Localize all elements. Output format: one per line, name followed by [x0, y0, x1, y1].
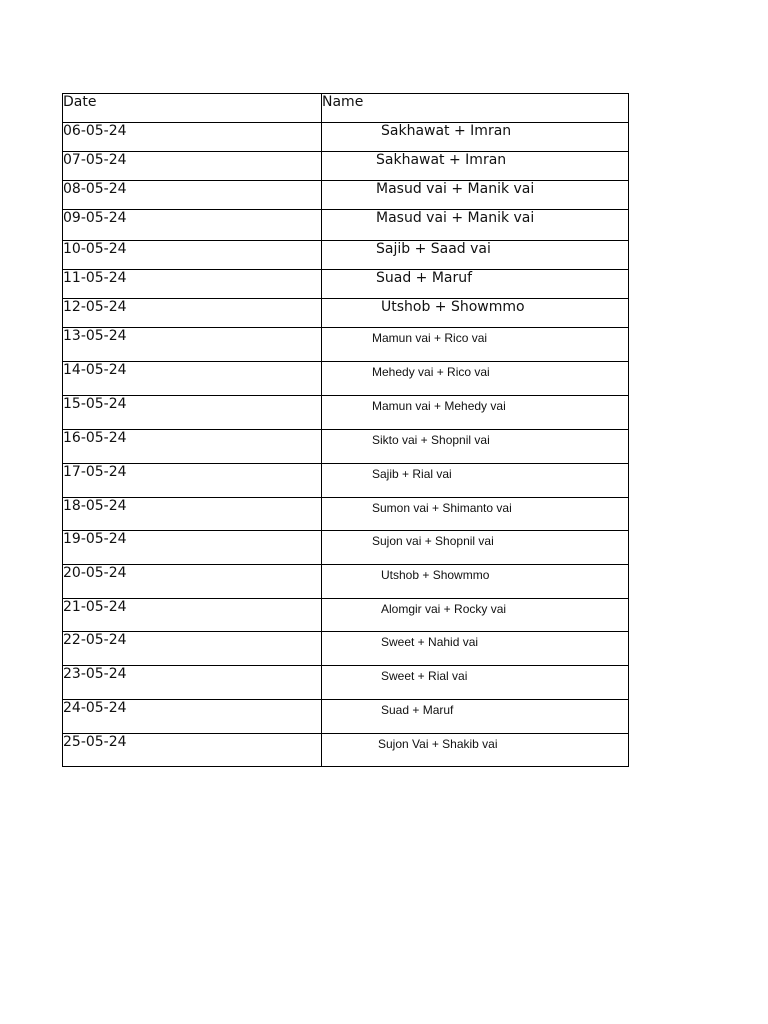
date-cell: 08-05-24 [63, 181, 322, 210]
date-cell: 12-05-24 [63, 299, 322, 328]
table-row [63, 734, 629, 767]
name-cell: Mamun vai + Mehedy vai [322, 396, 629, 430]
name-cell: Masud vai + Manik vai [322, 210, 629, 241]
date-cell: 14-05-24 [63, 362, 322, 396]
table-row [63, 270, 629, 299]
date-cell: 16-05-24 [63, 430, 322, 464]
table-row [63, 396, 629, 430]
date-cell: 24-05-24 [63, 700, 322, 734]
table-row [63, 700, 629, 734]
name-cell: Sujon Vai + Shakib vai [322, 734, 629, 767]
name-cell: Alomgir vai + Rocky vai [322, 599, 629, 632]
date-cell: 20-05-24 [63, 565, 322, 599]
name-column-header: Name [322, 94, 629, 123]
table-row [63, 362, 629, 396]
table-header-row [63, 94, 629, 123]
table-row [63, 599, 629, 632]
name-cell: Sujon vai + Shopnil vai [322, 531, 629, 565]
schedule-table [62, 93, 629, 767]
table-row [63, 181, 629, 210]
name-cell: Sajib + Saad vai [322, 241, 629, 270]
table-row [63, 531, 629, 565]
table-row [63, 328, 629, 362]
name-cell: Utshob + Showmmo [322, 565, 629, 599]
table-row [63, 498, 629, 531]
table-row [63, 152, 629, 181]
name-cell: Sikto vai + Shopnil vai [322, 430, 629, 464]
table-row [63, 666, 629, 700]
table-row [63, 241, 629, 270]
name-cell: Sakhawat + Imran [322, 123, 629, 152]
date-cell: 19-05-24 [63, 531, 322, 565]
date-cell: 18-05-24 [63, 498, 322, 531]
table-row [63, 430, 629, 464]
date-column-header: Date [63, 94, 322, 123]
table-row [63, 299, 629, 328]
table-row [63, 565, 629, 599]
table-row [63, 464, 629, 498]
name-cell: Sumon vai + Shimanto vai [322, 498, 629, 531]
name-cell: Utshob + Showmmo [322, 299, 629, 328]
name-cell: Sweet + Nahid vai [322, 632, 629, 666]
date-cell: 10-05-24 [63, 241, 322, 270]
table-row [63, 632, 629, 666]
date-cell: 06-05-24 [63, 123, 322, 152]
name-cell: Suad + Maruf [322, 270, 629, 299]
name-cell: Sweet + Rial vai [322, 666, 629, 700]
name-cell: Suad + Maruf [322, 700, 629, 734]
name-cell: Sajib + Rial vai [322, 464, 629, 498]
date-cell: 21-05-24 [63, 599, 322, 632]
date-cell: 17-05-24 [63, 464, 322, 498]
date-cell: 15-05-24 [63, 396, 322, 430]
date-cell: 07-05-24 [63, 152, 322, 181]
date-cell: 23-05-24 [63, 666, 322, 700]
date-cell: 13-05-24 [63, 328, 322, 362]
name-cell: Mehedy vai + Rico vai [322, 362, 629, 396]
table-row [63, 210, 629, 241]
name-cell: Mamun vai + Rico vai [322, 328, 629, 362]
date-cell: 09-05-24 [63, 210, 322, 241]
date-cell: 22-05-24 [63, 632, 322, 666]
name-cell: Sakhawat + Imran [322, 152, 629, 181]
name-cell: Masud vai + Manik vai [322, 181, 629, 210]
table-row [63, 123, 629, 152]
date-cell: 25-05-24 [63, 734, 322, 767]
date-cell: 11-05-24 [63, 270, 322, 299]
